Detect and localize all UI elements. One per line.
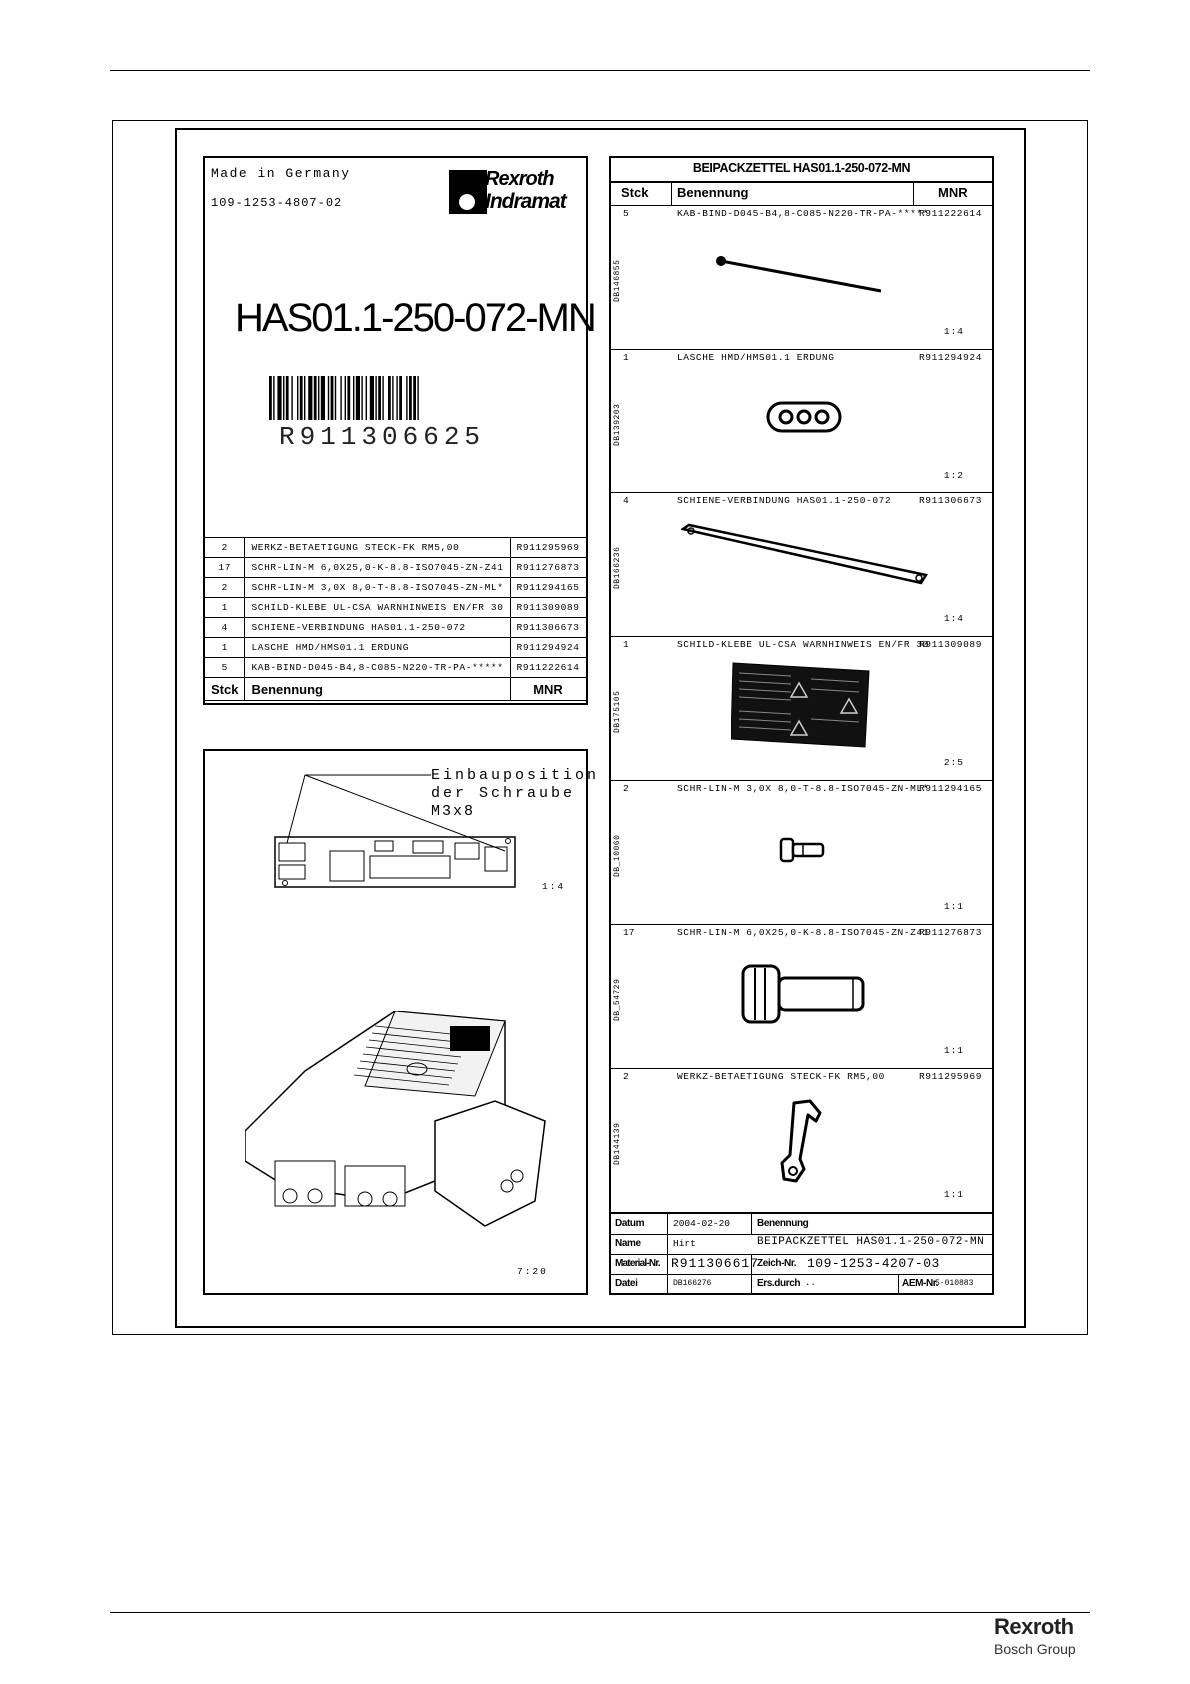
label-doc-number: 109-1253-4807-02	[211, 196, 343, 210]
packlist-header-mnr: MNR	[938, 185, 968, 200]
datum-label: Datum	[615, 1218, 645, 1229]
barcode-bar	[413, 376, 416, 420]
barcode	[267, 376, 527, 420]
barcode-bar	[283, 376, 284, 420]
table-row: 4 SCHIENE-VERBINDUNG HAS01.1-250-072 R911306673	[205, 618, 587, 638]
list-item: 2 SCHR-LIN-M 3,0X 8,0-T-8.8-ISO7045-ZN-ML* R911294165 DB_10060 1:1	[613, 783, 982, 912]
schiene-drawing	[681, 523, 931, 593]
packlist-title: BEIPACKZETTEL HAS01.1-250-072-MN	[692, 161, 911, 175]
small-screw-drawing	[779, 836, 829, 866]
install-drawing-box	[203, 749, 600, 1295]
list-item: 4 SCHIENE-VERBINDUNG HAS01.1-250-072 R911306673 DB166236 1:4	[613, 495, 982, 624]
rexroth-indramat-logo	[449, 168, 579, 216]
barcode-bar	[370, 376, 374, 420]
barcode-bar	[286, 376, 289, 420]
table-row: 2 WERKZ-BETAETIGUNG STECK-FK RM5,00 R911295969	[205, 538, 587, 558]
barcode-bar	[314, 376, 317, 420]
name-value: Hirt	[673, 1238, 696, 1249]
barcode-bar	[335, 376, 336, 420]
name-label: Name	[615, 1238, 641, 1249]
barcode-bar	[417, 376, 418, 420]
barcode-bar	[361, 376, 362, 420]
actuator-tool-drawing	[776, 1099, 826, 1189]
label-parts-table	[204, 537, 587, 701]
barcode-bar	[375, 376, 376, 420]
barcode-bar	[347, 376, 350, 420]
barcode-bar	[388, 376, 391, 420]
aem-value: 5-010883	[935, 1279, 974, 1288]
ers-value: ..	[805, 1278, 816, 1288]
lasche-drawing	[766, 395, 846, 445]
packlist-header-qty: Stck	[621, 185, 649, 200]
barcode-bar	[345, 376, 346, 420]
datum-value: 2004-02-20	[673, 1218, 731, 1229]
zeich-value: 109-1253-4207-03	[807, 1256, 940, 1271]
barcode-bar	[308, 376, 312, 420]
barcode-bar	[396, 376, 397, 420]
list-item: 1 SCHILD-KLEBE UL-CSA WARNHINWEIS EN/FR 30 R911309089 DB175105 2:5	[613, 639, 982, 768]
pcb-drawing	[205, 751, 586, 911]
top-rule	[110, 70, 1090, 71]
footer-brand: Rexroth	[994, 1614, 1074, 1639]
warning-label-drawing	[731, 659, 871, 749]
packlist-header-name: Benennung	[677, 185, 749, 200]
cable-tie-drawing	[711, 251, 891, 301]
barcode-bar	[277, 376, 281, 420]
barcode-bar	[304, 376, 305, 420]
product-code: HAS01.1-250-072-MN	[235, 296, 595, 340]
barcode-bar	[399, 376, 402, 420]
barcode-bar	[331, 376, 334, 420]
aem-label: AEM-Nr.	[902, 1278, 939, 1289]
barcode-number: R911306625	[279, 422, 486, 452]
barcode-bar	[297, 376, 298, 420]
bottom-rule	[110, 1612, 1090, 1613]
table-row: 5 KAB-BIND-D045-B4,8-C085-N220-TR-PA-***** R911222614	[205, 658, 587, 678]
barcode-bar	[269, 376, 272, 420]
logo-brand-line1: Rexroth	[485, 168, 554, 190]
barcode-bar	[378, 376, 381, 420]
ers-label: Ers.durch	[757, 1278, 801, 1289]
logo-brand-line2: Indramat	[485, 190, 566, 213]
barcode-bar	[406, 376, 407, 420]
barcode-bar	[392, 376, 393, 420]
list-item: 17 SCHR-LIN-M 6,0X25,0-K-8.8-ISO7045-ZN-Z41 R911276873 DB_54729 1:1	[613, 927, 982, 1056]
barcode-bar	[366, 376, 367, 420]
barcode-bar	[291, 376, 292, 420]
install-caption-3: M3x8	[431, 803, 476, 820]
barcode-bar	[340, 376, 341, 420]
install-scale-top: 1:4	[542, 881, 566, 892]
footer-group: Bosch Group	[994, 1641, 1076, 1657]
barcode-bar	[382, 376, 383, 420]
product-label	[203, 156, 595, 705]
benennung-label: Benennung	[757, 1218, 809, 1229]
barcode-bar	[300, 376, 303, 420]
datei-label: Datei	[615, 1278, 638, 1289]
install-caption-1: Einbauposition	[431, 767, 600, 784]
list-item: 1 LASCHE HMD/HMS01.1 ERDUNG R911294924 DB139203 1:2	[613, 352, 982, 481]
table-row: 1 SCHILD-KLEBE UL-CSA WARNHINWEIS EN/FR 30 R911309089	[205, 598, 587, 618]
packlist-box	[609, 156, 994, 1295]
logo-circle-icon	[459, 194, 475, 210]
benennung-value: BEIPACKZETTEL HAS01.1-250-072-MN	[757, 1236, 985, 1248]
table-row: 1 LASCHE HMD/HMS01.1 ERDUNG R911294924	[205, 638, 587, 658]
barcode-bar	[273, 376, 274, 420]
title-block	[611, 1214, 992, 1293]
barcode-bar	[353, 376, 354, 420]
zeich-label: Zeich-Nr.	[757, 1258, 797, 1269]
material-label: Material-Nr.	[615, 1258, 660, 1269]
barcode-bar	[318, 376, 319, 420]
install-caption-2: der Schraube	[431, 785, 576, 802]
made-in-text: Made in Germany	[211, 166, 351, 181]
barcode-bar	[409, 376, 412, 420]
large-screw-drawing	[739, 960, 869, 1030]
list-item: 5 KAB-BIND-D045-B4,8-C085-N220-TR-PA-***** R911222614 DB146855 1:4	[613, 208, 982, 337]
list-item: 2 WERKZ-BETAETIGUNG STECK-FK RM5,00 R911295969 DB144139 1:1	[613, 1071, 982, 1200]
datei-value: DB166276	[673, 1279, 712, 1288]
install-scale-bottom: 7:20	[517, 1266, 548, 1277]
table-row: 17 SCHR-LIN-M 6,0X25,0-K-8.8-ISO7045-ZN-Z41 R911276873	[205, 558, 587, 578]
barcode-bar	[328, 376, 329, 420]
table-row: 2 SCHR-LIN-M 3,0X 8,0-T-8.8-ISO7045-ZN-ML* R911294165	[205, 578, 587, 598]
module-3d-drawing	[245, 1011, 565, 1261]
barcode-bar	[356, 376, 360, 420]
table-header-row: Stck Benennung MNR	[205, 678, 587, 701]
material-value: R911306617	[671, 1256, 760, 1271]
barcode-bar	[321, 376, 325, 420]
